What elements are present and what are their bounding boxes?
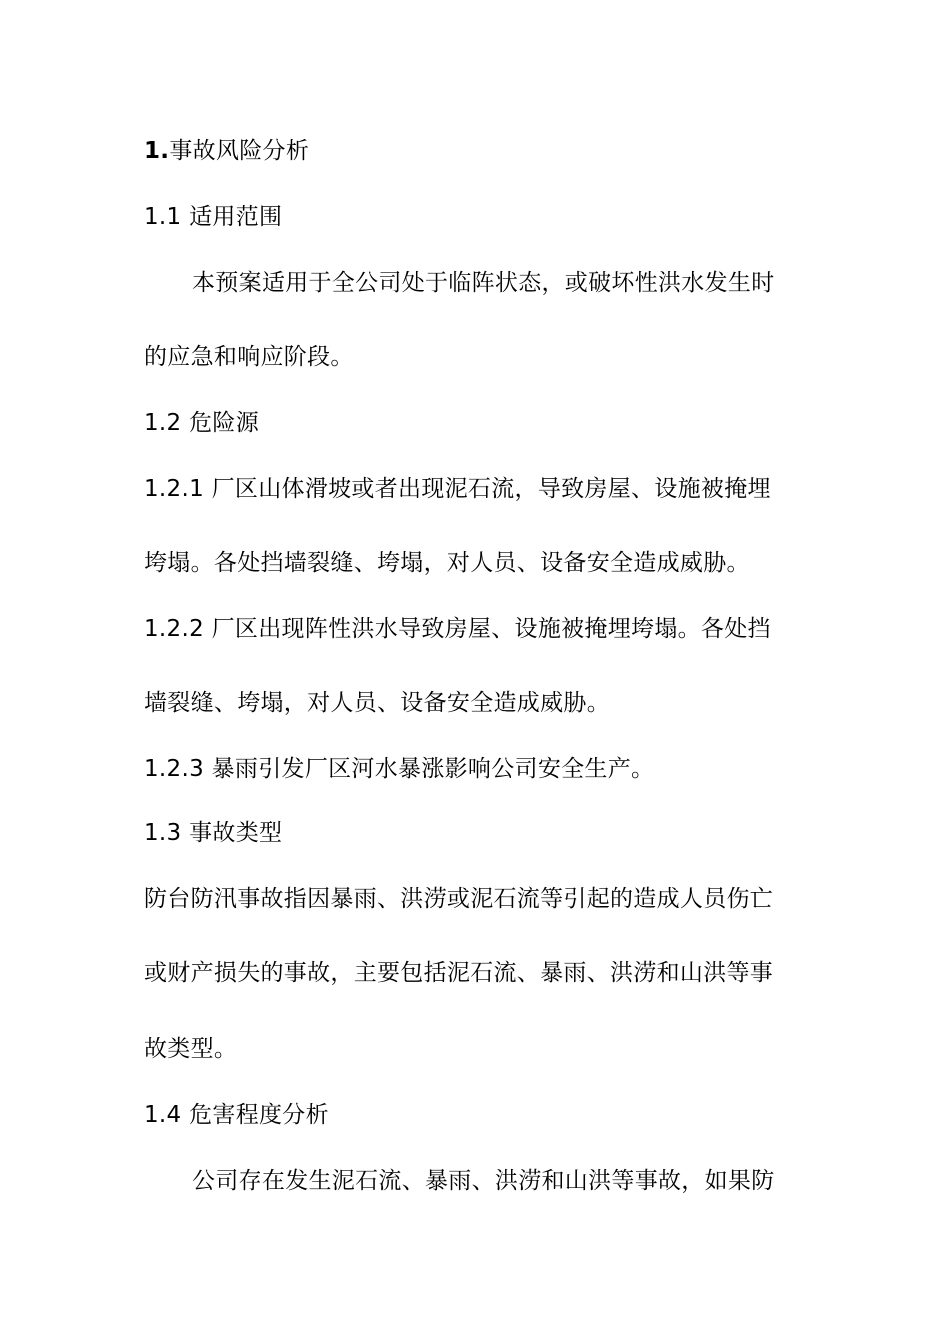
subheading-1-4: 1.4 危害程度分析 — [144, 1102, 329, 1128]
paragraph-1-3-line-1: 防台防汛事故指因暴雨、洪涝或泥石流等引起的造成人员伤亡 — [144, 886, 774, 912]
paragraph-1-2-3: 1.2.3 暴雨引发厂区河水暴涨影响公司安全生产。 — [144, 756, 655, 782]
subheading-1-1: 1.1 适用范围 — [144, 204, 283, 230]
subheading-1-2: 1.2 危险源 — [144, 410, 259, 436]
section-heading-1 — [144, 136, 814, 166]
heading-number: 1. — [144, 138, 170, 164]
subheading-1-3: 1.3 事故类型 — [144, 820, 283, 846]
paragraph-1-2-2-line-1: 1.2.2 厂区出现阵性洪水导致房屋、设施被掩埋垮塌。各处挡 — [144, 616, 771, 642]
paragraph-1-4-line-1: 公司存在发生泥石流、暴雨、洪涝和山洪等事故，如果防 — [192, 1168, 775, 1194]
paragraph-1-3-line-3: 故类型。 — [144, 1036, 238, 1062]
heading-text: 事故风险分析 — [169, 138, 310, 164]
paragraph-1-1-line-2: 的应急和响应阶段。 — [144, 344, 354, 370]
paragraph-1-2-1-line-2: 垮塌。各处挡墙裂缝、垮塌，对人员、设备安全造成威胁。 — [144, 550, 750, 576]
paragraph-1-1-line-1: 本预案适用于全公司处于临阵状态，或破坏性洪水发生时 — [192, 270, 775, 296]
paragraph-1-3-line-2: 或财产损失的事故，主要包括泥石流、暴雨、洪涝和山洪等事 — [144, 960, 774, 986]
paragraph-1-2-1-line-1: 1.2.1 厂区山体滑坡或者出现泥石流，导致房屋、设施被掩埋 — [144, 476, 771, 502]
paragraph-1-2-2-line-2: 墙裂缝、垮塌，对人员、设备安全造成威胁。 — [144, 690, 610, 716]
